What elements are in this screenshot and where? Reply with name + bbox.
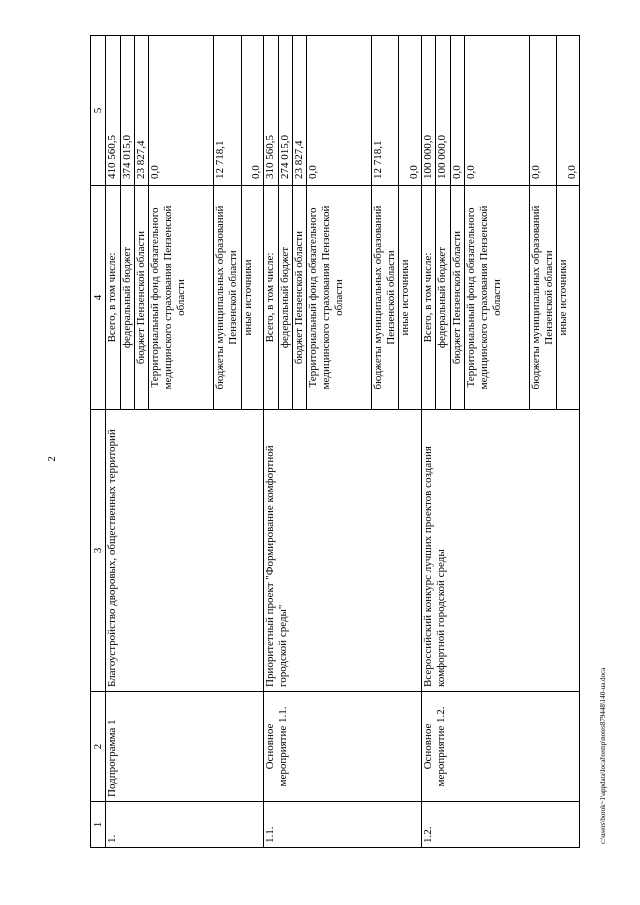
funding-source-label: Территориальный фонд обязательного медицинского страхования Пензенской области [307,186,372,410]
item-description: Приоритетный проект "Формирование комфортной городской среды" [264,410,422,692]
funding-amount: 0,0 [399,36,422,186]
funding-source-label: бюджет Пензенской области [292,186,306,410]
item-name: Основное мероприятие 1.2. [422,692,580,802]
funding-source-label: федеральный бюджет [278,186,292,410]
funding-amount: 374 015,0 [120,36,134,186]
row-number: 1. [106,802,264,848]
item-name: Подпрограмма 1 [106,692,264,802]
row-number: 1.2. [422,802,580,848]
header-cell-1: 1 [91,802,106,848]
item-description: Всероссийский конкурс лучших проектов создания комфортной городской среды [422,410,580,692]
funding-source-label: федеральный бюджет [436,186,450,410]
table-row [264,36,278,848]
funding-source-label: иные источники [241,186,264,410]
funding-amount: 0,0 [241,36,264,186]
funding-source-label: бюджет Пензенской области [450,186,464,410]
funding-source-label: бюджет Пензенской области [135,186,149,410]
funding-amount: 12 718,1 [371,36,399,186]
header-cell-3: 3 [91,410,106,692]
funding-amount: 310 560,5 [264,36,278,186]
funding-amount: 23 827,4 [292,36,306,186]
funding-amount: 0,0 [465,36,530,186]
header-cell-5: 5 [91,36,106,186]
funding-amount: 0,0 [307,36,372,186]
funding-amount: 0,0 [450,36,464,186]
table-row [422,36,436,848]
funding-source-label: иные источники [557,186,580,410]
funding-amount: 274 015,0 [278,36,292,186]
item-description: Благоустройство дворовых, общественных территорий [106,410,264,692]
funding-source-label: бюджеты муниципальных образований Пензенской области [371,186,399,410]
funding-source-label: Территориальный фонд обязательного медицинского страхования Пензенской области [149,186,214,410]
rotated-table-container [90,36,580,848]
funding-amount: 12 718,1 [213,36,241,186]
item-name: Основное мероприятие 1.1. [264,692,422,802]
funding-amount: 0,0 [529,36,557,186]
row-number: 1.1. [264,802,422,848]
footer-file-path: c:\users\borok~1\appdata\local\temp\notes879448\140-ua.doca [599,667,607,844]
header-cell-4: 4 [91,186,106,410]
funding-amount: 23 827,4 [135,36,149,186]
funding-source-label: бюджеты муниципальных образований Пензенской области [529,186,557,410]
funding-amount: 100 000,0 [436,36,450,186]
funding-source-label: Территориальный фонд обязательного медицинского страхования Пензенской области [465,186,530,410]
funding-source-label: бюджеты муниципальных образований Пензенской области [213,186,241,410]
table-row [106,36,120,848]
funding-table [90,35,580,848]
funding-amount: 410 560,5 [106,36,120,186]
funding-source-label: Всего, в том числе: [264,186,278,410]
funding-source-label: Всего, в том числе: [422,186,436,410]
funding-amount: 0,0 [557,36,580,186]
page-number: 2 [46,456,58,462]
header-row [91,36,106,848]
funding-source-label: иные источники [399,186,422,410]
header-cell-2: 2 [91,692,106,802]
funding-amount: 0,0 [149,36,214,186]
funding-source-label: Всего, в том числе: [106,186,120,410]
funding-source-label: федеральный бюджет [120,186,134,410]
funding-amount: 100 000,0 [422,36,436,186]
